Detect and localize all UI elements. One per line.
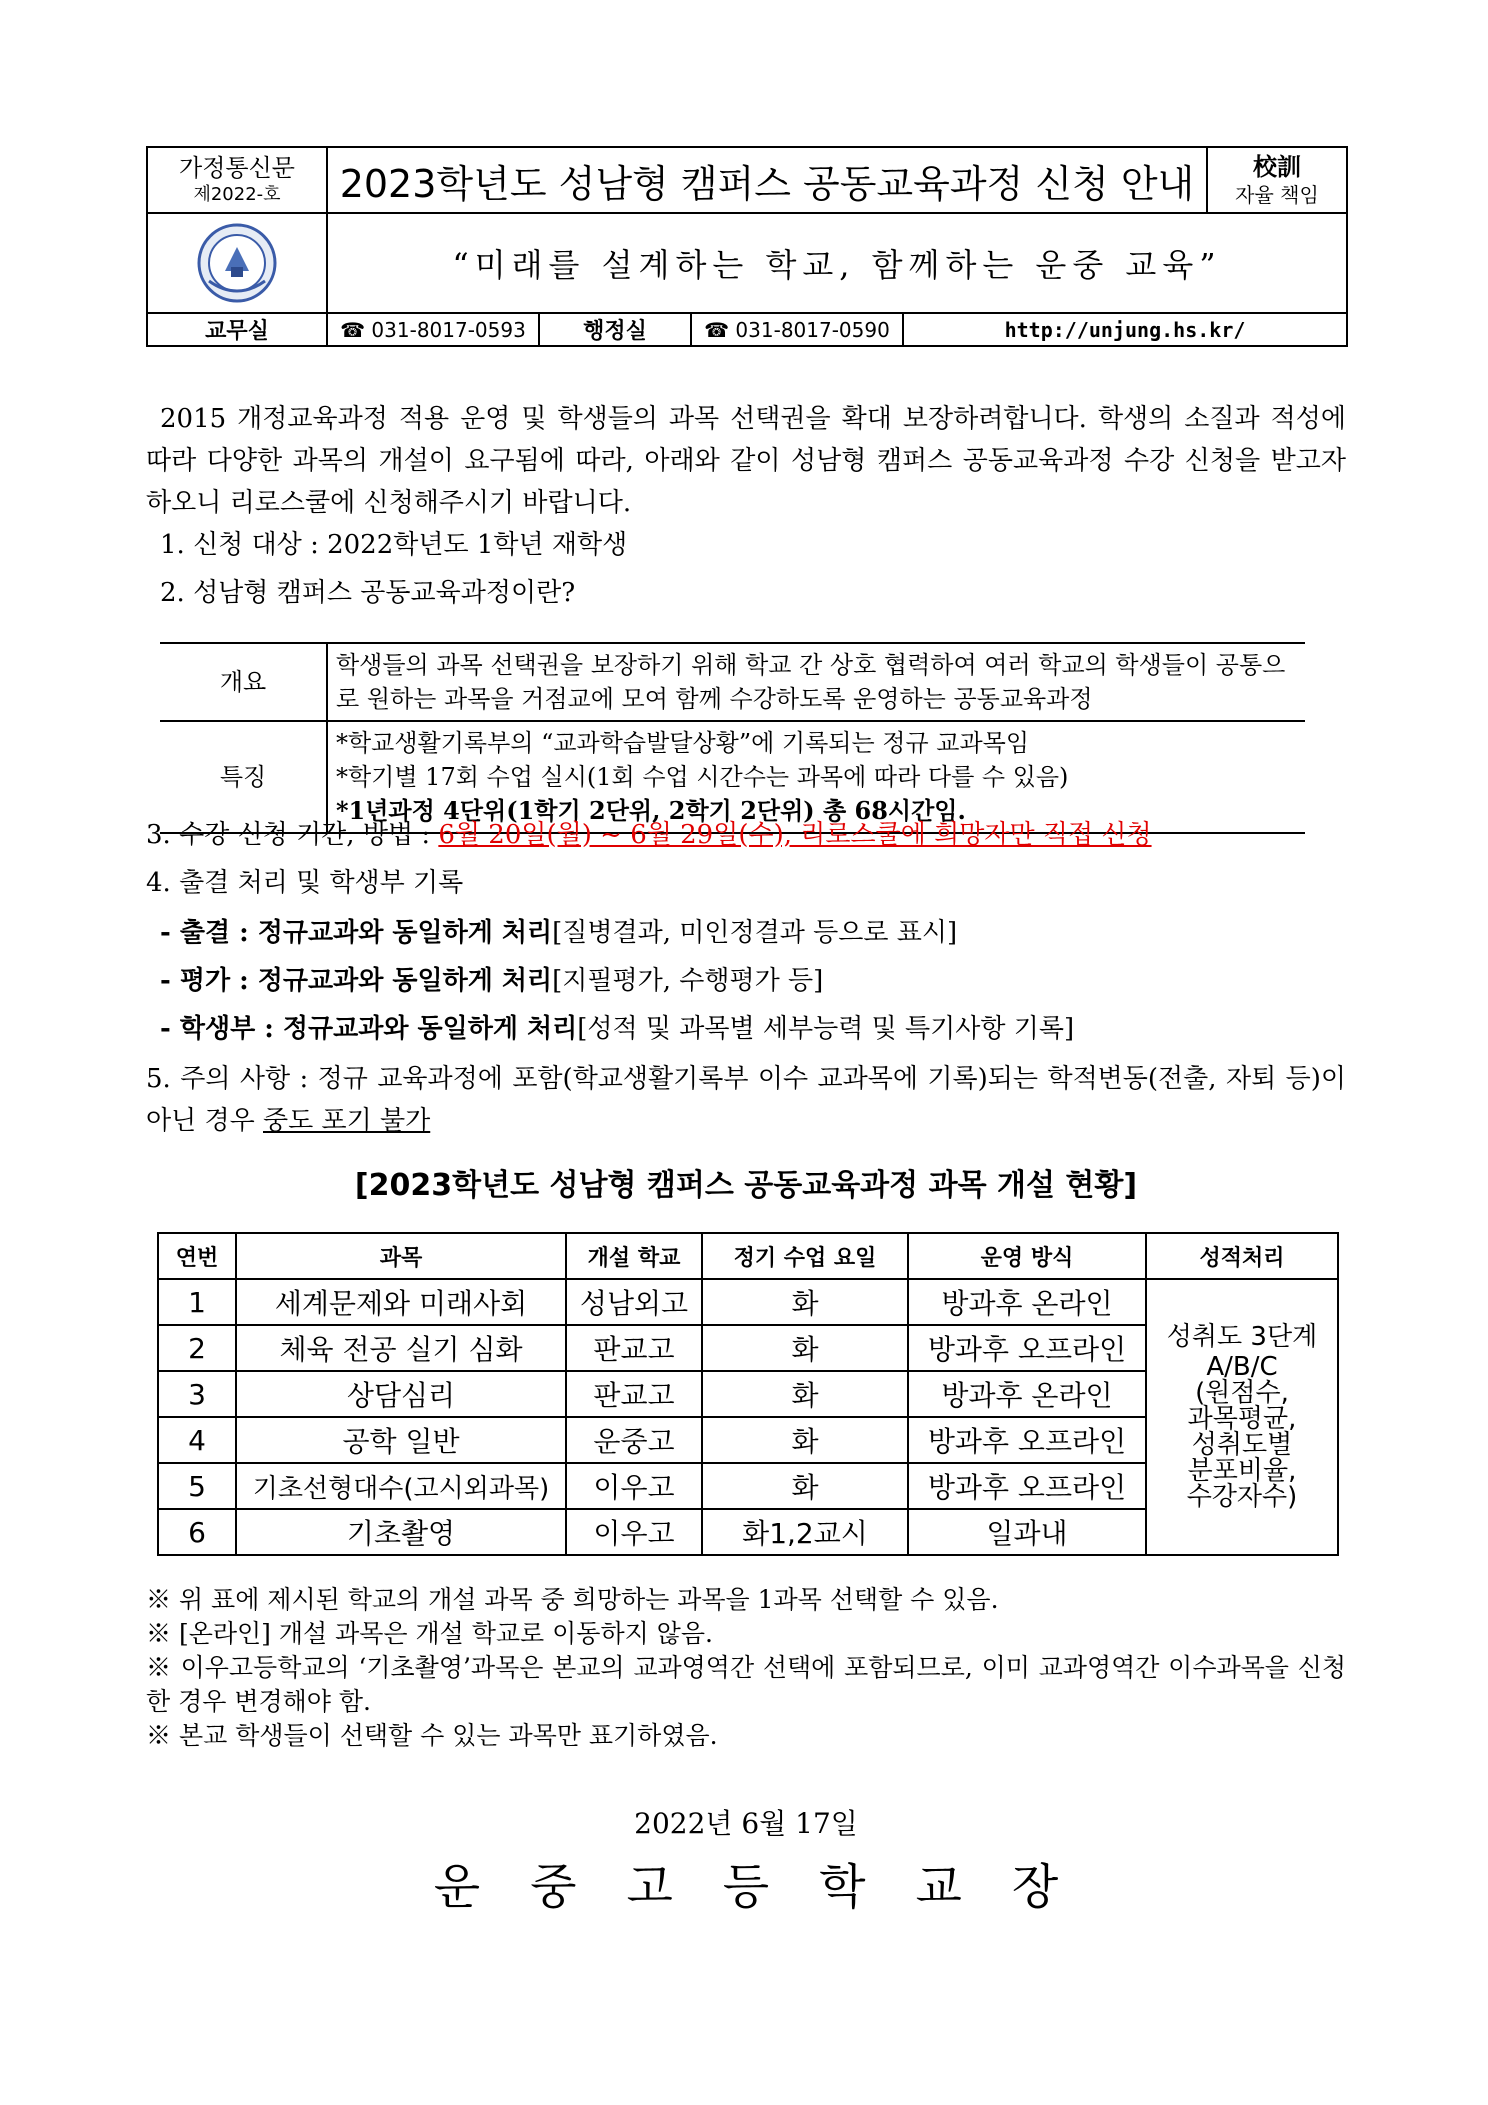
notes (146, 1583, 1346, 1753)
school-emblem-icon (195, 221, 279, 305)
cell-no: 1 (158, 1279, 236, 1325)
note: ※ 본교 학생들이 선택할 수 있는 과목만 표기하였음. (146, 1721, 718, 1750)
item-4: 4. 출결 처리 및 학생부 기록 (146, 868, 464, 898)
cell-subject: 공학 일반 (236, 1417, 566, 1463)
doc-type-cell (147, 147, 327, 213)
cell-mode: 방과후 온라인 (908, 1371, 1146, 1417)
cell-school: 판교고 (566, 1371, 702, 1417)
grading-line: (원점수, (1195, 1378, 1289, 1408)
cell-subject: 기초선형대수(고시외과목) (236, 1463, 566, 1509)
cell-day: 화 (702, 1279, 908, 1325)
cell-school: 이우고 (566, 1509, 702, 1555)
grading-line: 수강자수) (1186, 1482, 1298, 1512)
page-title: 2023학년도 성남형 캠퍼스 공동교육과정 신청 안내 (327, 147, 1207, 213)
cell-school: 성남외고 (566, 1279, 702, 1325)
overview-value: 학생들의 과목 선택권을 보장하기 위해 학교 간 상호 협력하여 여러 학교의 학생들이 공통으로 원하는 과목을 거점교에 모여 함께 수강하도록 운영하는 공동교육과정 (327, 643, 1305, 721)
motto: 자율 책임 (1235, 183, 1319, 207)
grading-line: 성취도별 (1191, 1430, 1293, 1460)
subjects-title: [2023학년도 성남형 캠퍼스 공동교육과정 과목 개설 현황] (354, 1168, 1138, 1203)
cell-mode: 일과내 (908, 1509, 1146, 1555)
emblem-cell (147, 213, 327, 313)
feature-3: *1년과정 4단위(1학기 2단위, 2학기 2단위) 총 68시간임. (336, 796, 966, 825)
cell-subject: 상담심리 (236, 1371, 566, 1417)
item-5-underlined: 중도 포기 불가 (263, 1106, 431, 1136)
motto-title: 校訓 (1252, 153, 1301, 181)
grading-line: 성취도 3단계 (1166, 1322, 1318, 1352)
slogan: “미래를 설계하는 학교, 함께하는 운중 교육” (327, 213, 1347, 313)
cell-school: 이우고 (566, 1463, 702, 1509)
cell-mode: 방과후 오프라인 (908, 1325, 1146, 1371)
admin-phone: ☎ 031-8017-0590 (691, 313, 903, 346)
cell-mode: 방과후 오프라인 (908, 1463, 1146, 1509)
note: ※ 이우고등학교의 ‘기초촬영’과목은 본교의 교과영역간 선택에 포함되므로, 이미 교과영역간 이수과목을 신청한 경우 변경해야 함. (146, 1653, 1346, 1716)
cell-no: 6 (158, 1509, 236, 1555)
school-url[interactable]: http://unjung.hs.kr/ (903, 313, 1347, 346)
cell-day: 화1,2교시 (702, 1509, 908, 1555)
col-header: 연번 (158, 1233, 236, 1279)
doc-number: 제2022-호 (193, 184, 281, 205)
cell-school: 판교고 (566, 1325, 702, 1371)
grading-cell (1146, 1279, 1338, 1555)
note: ※ 위 표에 제시된 학교의 개설 과목 중 희망하는 과목을 1과목 선택할 수 있음. (146, 1585, 999, 1614)
cell-day: 화 (702, 1417, 908, 1463)
item-4c (160, 1008, 1360, 1050)
col-header: 개설 학교 (566, 1233, 702, 1279)
item-3-label: 3. 수강 신청 기간, 방법 : (146, 820, 439, 850)
note: ※ [온라인] 개설 과목은 개설 학교로 이동하지 않음. (146, 1619, 713, 1648)
cell-subject: 기초촬영 (236, 1509, 566, 1555)
item-3 (146, 814, 1346, 856)
subjects-header-row (158, 1233, 1338, 1279)
features-key: 특징 (160, 721, 327, 833)
cell-mode: 방과후 오프라인 (908, 1417, 1146, 1463)
feature-1: *학교생활기록부의 “교과학습발달상황”에 기록되는 정규 교과목임 (336, 729, 1030, 757)
item-4c-rest: [성적 및 과목별 세부능력 및 특기사항 기록] (577, 1014, 1075, 1044)
cell-no: 4 (158, 1417, 236, 1463)
signature: 운중고등학교장 (433, 1859, 1109, 1915)
item-4a (160, 912, 1360, 954)
item-4a-bold: - 출결 : 정규교과와 동일하게 처리 (160, 918, 553, 948)
office-label: 교무실 (147, 313, 327, 346)
cell-subject: 체육 전공 실기 심화 (236, 1325, 566, 1371)
cell-day: 화 (702, 1325, 908, 1371)
header-table (146, 146, 1348, 347)
issue-date: 2022년 6월 17일 (634, 1807, 858, 1840)
item-2: 2. 성남형 캠퍼스 공동교육과정이란? (160, 578, 576, 608)
doc-type: 가정통신문 (179, 154, 295, 182)
grading-line: 분포비율, (1187, 1456, 1297, 1486)
overview-table (160, 642, 1305, 834)
intro-paragraph: 2015 개정교육과정 적용 운영 및 학생들의 과목 선택권을 확대 보장하려합니다. 학생의 소질과 적성에 따라 다양한 과목의 개설이 요구됨에 따라, 아래와 같이 성남형 캠퍼스 공동교육과정 수강 신청을 받고자 하오니 리로스쿨에 신청해주시기 바랍니다. (146, 404, 1346, 518)
item-5 (146, 1058, 1346, 1142)
item-4b (160, 960, 1360, 1002)
feature-2: *학기별 17회 수업 실시(1회 수업 시간수는 과목에 따라 다를 수 있음) (336, 763, 1069, 791)
item-4b-rest: [지필평가, 수행평가 등] (552, 966, 824, 996)
cell-no: 2 (158, 1325, 236, 1371)
cell-day: 화 (702, 1463, 908, 1509)
admin-label: 행정실 (539, 313, 691, 346)
col-header: 과목 (236, 1233, 566, 1279)
item-4c-bold: - 학생부 : 정규교과와 동일하게 처리 (160, 1014, 578, 1044)
table-row (158, 1279, 1338, 1325)
cell-day: 화 (702, 1371, 908, 1417)
col-header: 정기 수업 요일 (702, 1233, 908, 1279)
item-5-text: 5. 주의 사항 : 정규 교육과정에 포함(학교생활기록부 이수 교과목에 기록)되는 학적변동(전출, 자퇴 등)이 아닌 경우 (146, 1064, 1346, 1136)
item-4b-bold: - 평가 : 정규교과와 동일하게 처리 (160, 966, 553, 996)
cell-no: 5 (158, 1463, 236, 1509)
col-header: 운영 방식 (908, 1233, 1146, 1279)
item-1: 1. 신청 대상 : 2022학년도 1학년 재학생 (160, 530, 628, 560)
overview-key: 개요 (160, 643, 327, 721)
grading-line: A/B/C (1206, 1352, 1278, 1382)
subjects-table (157, 1232, 1339, 1556)
cell-no: 3 (158, 1371, 236, 1417)
col-header: 성적처리 (1146, 1233, 1338, 1279)
cell-school: 운중고 (566, 1417, 702, 1463)
item-3-value: 6월 20일(월) ~ 6월 29일(수), 리로스쿨에 희망자만 직접 신청 (438, 820, 1152, 850)
grading-line: 과목평균, (1187, 1404, 1297, 1434)
item-4a-rest: [질병결과, 미인정결과 등으로 표시] (552, 918, 958, 948)
office-phone: ☎ 031-8017-0593 (327, 313, 539, 346)
cell-mode: 방과후 온라인 (908, 1279, 1146, 1325)
motto-cell (1207, 147, 1347, 213)
cell-subject: 세계문제와 미래사회 (236, 1279, 566, 1325)
